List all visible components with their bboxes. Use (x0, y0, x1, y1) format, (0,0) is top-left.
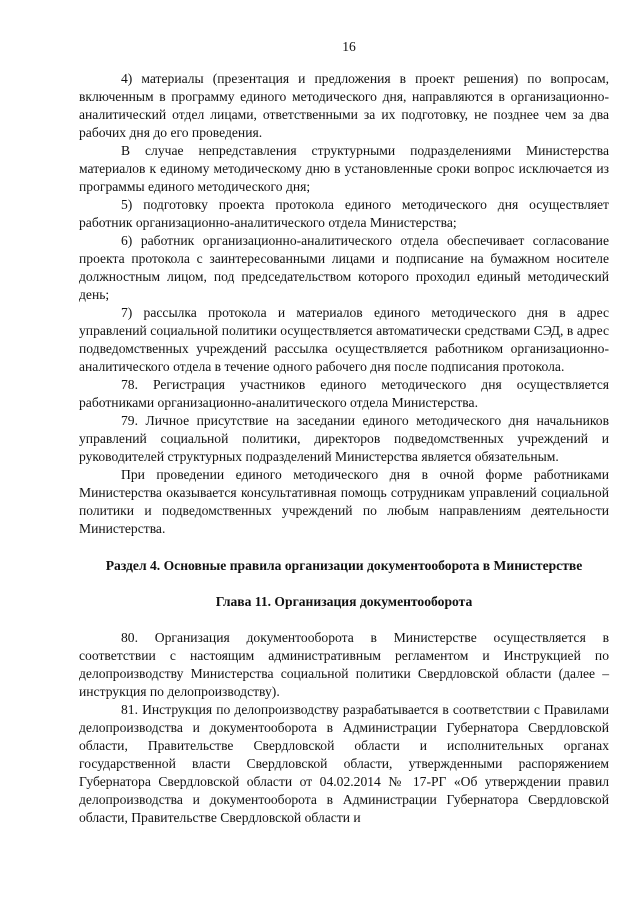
chapter-heading: Глава 11. Организация документооборота (215, 594, 473, 609)
paragraph-non-submission: В случае непредставления структурными подразделениями Министерства материалов к единому методическому дню в установленные сроки вопрос исключается из программы единого методического дня; (79, 143, 609, 194)
paragraph-item-4: 4) материалы (презентация и предложения в проект решения) по вопросам, включенным в программу единого методического дня, направляются в организационно-аналитический отдел лицами, ответственными за их подготовку, не позднее чем за два рабочих дня до его проведения. (79, 71, 609, 140)
paragraph-item-6: 6) работник организационно-аналитического отдела обеспечивает согласование проекта протокола с заинтересованными лицами и подписание на бумажном носителе должностным лицом, под председательством которого проходил единый методический день; (79, 233, 609, 302)
paragraph-item-5: 5) подготовку проекта протокола единого методического дня осуществляет работник организационно-аналитического отдела Министерства; (79, 197, 609, 230)
paragraph-item-7: 7) рассылка протокола и материалов единого методического дня в адрес управлений социальной политики осуществляется автоматически средствами СЭД, в адрес подведомственных учреждений рассылка осуществляется работником организационно-аналитического отдела в течение одного рабочего дня после подписания протокола. (79, 305, 609, 374)
section-heading: Раздел 4. Основные правила организации документооборота в Министерстве (105, 558, 583, 573)
paragraph-79: 79. Личное присутствие на заседании единого методического дня начальников управлений социальной политики, директоров подведомственных учреждений и руководителей структурных подразделений Министерства является обязательным. (79, 413, 609, 464)
paragraph-in-person-consulting: При проведении единого методического дня в очной форме работниками Министерства оказывается консультативная помощь сотрудникам управлений социальной политики и подведомственных учреждений по любым направлениям деятельности Министерства. (79, 467, 609, 536)
paragraph-81: 81. Инструкция по делопроизводству разрабатывается в соответствии с Правилами делопроизводства и документооборота в Администрации Губернатора Свердловской области, Правительстве Свердловской области и исполнительных органах государственной власти Свердловской области, утвержденными распоряжением Губернатора Свердловской области от 04.02.2014 № 17-РГ «Об утверждении правил делопроизводства и документооборота в Администрации Губернатора Свердловской области, Правительстве Свердловской области и (79, 702, 609, 825)
paragraph-80: 80. Организация документооборота в Министерстве осуществляется в соответствии с настоящим административным регламентом и Инструкцией по делопроизводству Министерства социальной политики Свердловской области (далее – инструкция по делопроизводству). (79, 630, 609, 699)
paragraph-78: 78. Регистрация участников единого методического дня осуществляется работниками организационно-аналитического отдела Министерства. (79, 377, 609, 410)
page-number: 16 (342, 39, 356, 54)
